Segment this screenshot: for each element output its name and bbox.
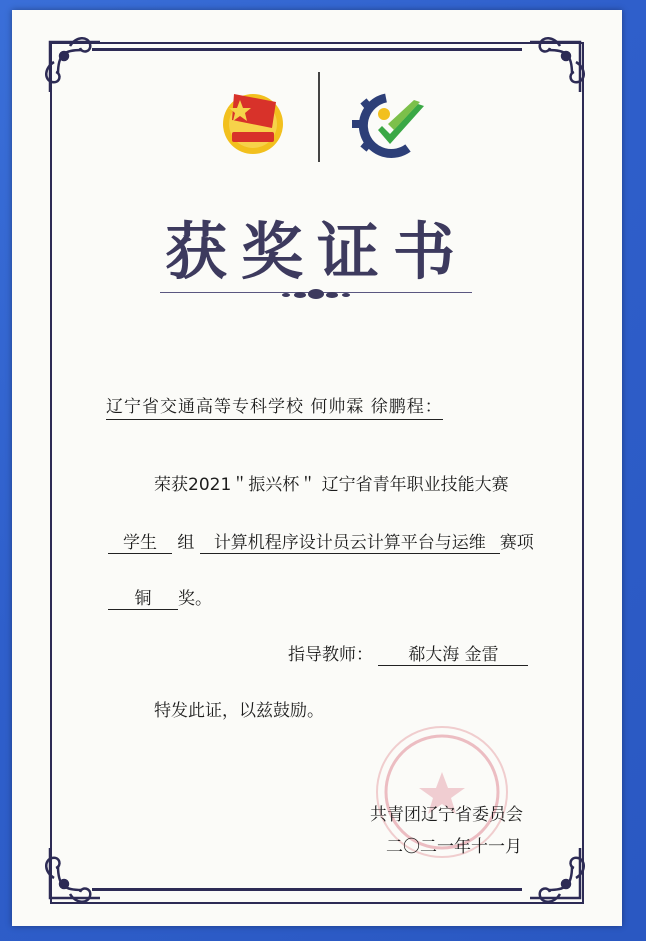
corner-ornament-icon <box>520 32 590 102</box>
frame-bottom-rule <box>92 888 522 891</box>
closing-line: 特发此证，以兹鼓励。 <box>154 701 324 721</box>
issuer-name: 共青团辽宁省委员会 <box>370 805 523 825</box>
skills-competition-logo-icon <box>348 90 428 160</box>
title-ornament-icon <box>274 286 358 302</box>
group-value: 学生 <box>108 528 172 554</box>
advisor-line <box>288 640 528 666</box>
issue-date: 二〇二一年十一月 <box>386 837 522 857</box>
corner-ornament-icon <box>40 32 110 102</box>
youth-league-emblem-icon <box>218 80 288 160</box>
award-line: 荣获2021＂振兴杯＂ 辽宁省青年职业技能大赛 <box>154 475 509 495</box>
award-value: 铜 <box>108 584 178 610</box>
recipient-line: 辽宁省交通高等专科学校 何帅霖 徐鹏程： <box>106 392 443 420</box>
certificate-paper <box>12 10 622 926</box>
event-suffix: 赛项 <box>499 533 534 553</box>
corner-ornament-icon <box>520 838 590 908</box>
group-suffix: 组 <box>177 533 195 553</box>
corner-ornament-icon <box>40 838 110 908</box>
advisor-value: 郗大海 金雷 <box>378 640 528 666</box>
frame-top-rule <box>92 48 522 51</box>
award-suffix: 奖。 <box>178 589 212 609</box>
award-level-line <box>108 584 212 610</box>
advisor-label: 指导教师： <box>288 645 373 665</box>
event-value: 计算机程序设计员云计算平台与运维 <box>200 528 500 554</box>
group-event-line <box>108 528 534 554</box>
logo-divider <box>318 72 320 162</box>
certificate-title: 获奖证书 <box>164 215 469 288</box>
